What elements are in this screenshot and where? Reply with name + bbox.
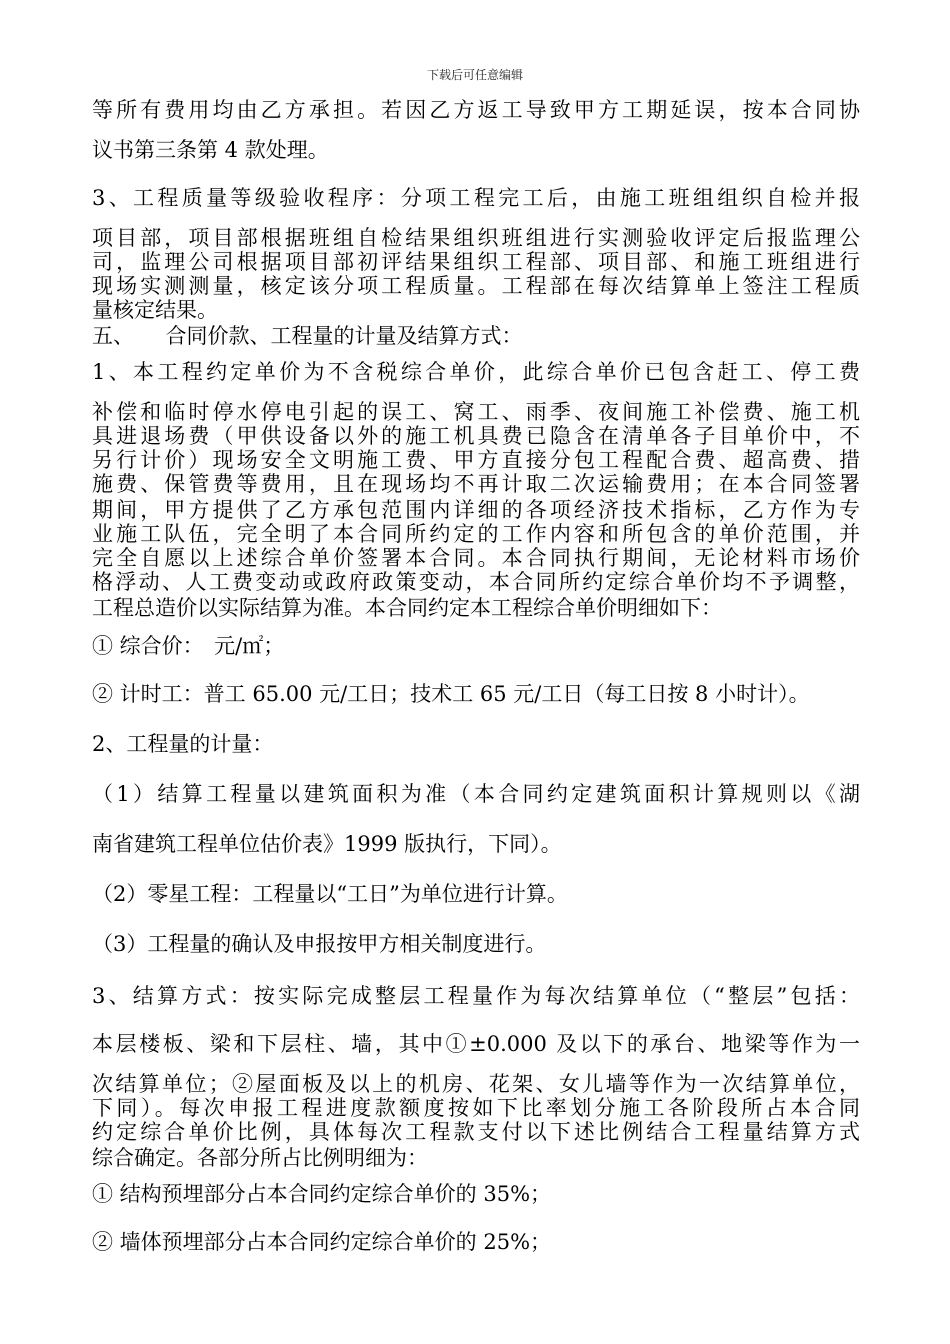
section-heading: 五、 合同价款、工程量的计量及结算方式： (92, 324, 523, 348)
text-line: 南省建筑工程单位估价表》1999 版执行，下同）。 (92, 832, 562, 856)
text-line: （2）零星工程：工程量以“工日”为单位进行计算。 (92, 882, 568, 906)
text-line: 次结算单位；②屋面板及以上的机房、花架、女儿墙等作为一次结算单位， (92, 1072, 860, 1096)
text-line: 等所有费用均由乙方承担。若因乙方返工导致甲方工期延误，按本合同协 (92, 98, 860, 122)
list-item: ① 综合价： 元/㎡； (92, 634, 285, 658)
text-line: 3、工程质量等级验收程序：分项工程完工后，由施工班组组织自检并报 (92, 186, 860, 210)
text-line: 另行计价）现场安全文明施工费、甲方直接分包工程配合费、超高费、措 (92, 448, 860, 472)
text-line: 格浮动、人工费变动或政府政策变动，本合同所约定综合单价均不予调整， (92, 570, 860, 594)
text-line: 施费、保管费等费用，且在现场均不再计取二次运输费用；在本合同签署 (92, 472, 860, 496)
list-item: ② 计时工：普工 65.00 元/工日；技术工 65 元/工日（每工日按 8 小时计）。 (92, 682, 810, 706)
text-line: 1、本工程约定单价为不含税综合单价，此综合单价已包含赶工、停工费 (92, 360, 860, 384)
text-line: 议书第三条第 4 款处理。 (92, 138, 329, 162)
text-line: 期间，甲方提供了乙方承包范围内详细的各项经济技术指标，乙方作为专 (92, 498, 860, 522)
text-line: 项目部，项目部根据班组自检结果组织班组进行实测验收评定后报监理公 (92, 226, 860, 250)
text-line: 具进退场费（甲供设备以外的施工机具费已隐含在清单各子目单价中，不 (92, 424, 860, 448)
text-line: 工程总造价以实际结算为准。本合同约定本工程综合单价明细如下： (92, 596, 722, 620)
text-line: 完全自愿以上述综合单价签署本合同。本合同执行期间，无论材料市场价 (92, 546, 860, 570)
text-line: 补偿和临时停水停电引起的误工、窝工、雨季、夜间施工补偿费、施工机 (92, 400, 860, 424)
text-line: 综合确定。各部分所占比例明细为： (92, 1146, 428, 1170)
text-line: （1）结算工程量以建筑面积为准（本合同约定建筑面积计算规则以《湖 (92, 782, 860, 806)
text-line: 本层楼板、梁和下层柱、墙，其中①±0.000 及以下的承台、地梁等作为一 (92, 1032, 860, 1056)
text-line: （3）工程量的确认及申报按甲方相关制度进行。 (92, 932, 547, 956)
text-line: 3、结算方式：按实际完成整层工程量作为每次结算单位（“整层”包括： (92, 984, 860, 1008)
text-line: 量核定结果。 (92, 298, 218, 322)
text-line: 现场实测测量，核定该分项工程质量。工程部在每次结算单上签注工程质 (92, 274, 860, 298)
text-line: 业施工队伍，完全明了本合同所约定的工作内容和所包含的单价范围，并 (92, 522, 860, 546)
text-line: 2、工程量的计量： (92, 732, 274, 756)
list-item: ① 结构预埋部分占本合同约定综合单价的 35%； (92, 1182, 552, 1206)
text-line: 司，监理公司根据项目部初评结果组织工程部、项目部、和施工班组进行 (92, 250, 860, 274)
list-item: ② 墙体预埋部分占本合同约定综合单价的 25%； (92, 1230, 552, 1254)
text-line: 下同）。每次申报工程进度款额度按如下比率划分施工各阶段所占本合同 (92, 1096, 860, 1120)
page-header: 下载后可任意编辑 (426, 68, 523, 82)
text-line: 约定综合单价比例，具体每次工程款支付以下述比例结合工程量结算方式 (92, 1120, 860, 1144)
